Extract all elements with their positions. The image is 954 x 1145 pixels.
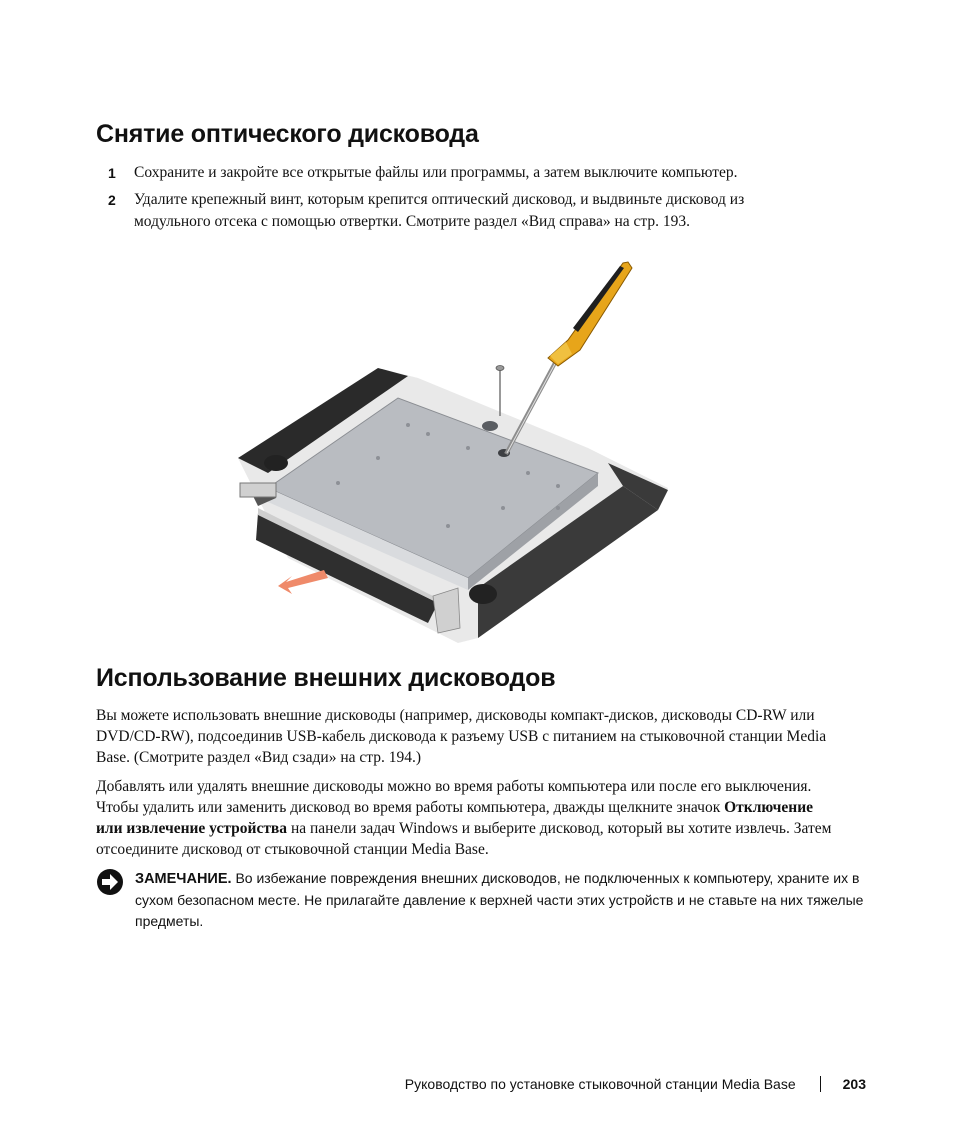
step-1 [96, 162, 816, 184]
paragraph-external-drives-intro: Вы можете использовать внешние дисководы (например, дисководы компакт-дисков, дисководы CD-RW или DVD/CD-RW), подсоединив USB-кабель дисковода к разъему USB с питанием на стыковочной станции Media Base. (Смотрите раздел «Вид сзади» на стр. 194.) [96, 707, 827, 766]
step-text: Сохраните и закройте все открытые файлы или программы, а затем выключите компьютер. [134, 164, 738, 181]
notice-body: Во избежание повреждения внешних дисководов, не подключенных к компьютеру, храните их в сухом безопасном месте. Не прилагайте давление к верхней части этих устройств и не ставьте на них тяжелые предметы. [135, 870, 864, 929]
section-title-external-drives: Использование внешних дисководов [96, 664, 556, 692]
step-number: 1 [108, 165, 116, 181]
paragraph-text: на панели задач Windows и выберите дисковод, который вы хотите извлечь. Затем отсоедините дисковод от стыковочной станции Media Base. [96, 820, 832, 858]
footer-separator [820, 1076, 821, 1092]
notice-text [135, 868, 866, 932]
paragraph-text: Добавлять или удалять внешние дисководы можно во время работы компьютера или после его выключения. Чтобы удалить или заменить дисковод во время работы компьютера, дважды щелкните значок [96, 778, 812, 816]
page-footer [405, 1076, 866, 1092]
notice-icon [96, 868, 124, 896]
step-text: Удалите крепежный винт, которым крепится оптический дисковод, и выдвиньте дисковод из модульного отсека с помощью отвертки. Смотрите раздел «Вид справа» на стр. 193. [134, 191, 745, 230]
notice-label: ЗАМЕЧАНИЕ. [135, 871, 232, 887]
step-2 [96, 189, 816, 233]
paragraph-hot-swap [96, 776, 836, 860]
device-removal-name: Отключение или извлечение устройства [96, 799, 814, 837]
notice-box [96, 868, 866, 932]
optical-drive-removal-illustration [228, 258, 668, 648]
page-number: 203 [842, 1076, 866, 1092]
section-title-remove-optical-drive: Снятие оптического дисковода [96, 120, 479, 148]
step-number: 2 [108, 192, 116, 208]
footer-title: Руководство по установке стыковочной станции Media Base [404, 1076, 796, 1092]
